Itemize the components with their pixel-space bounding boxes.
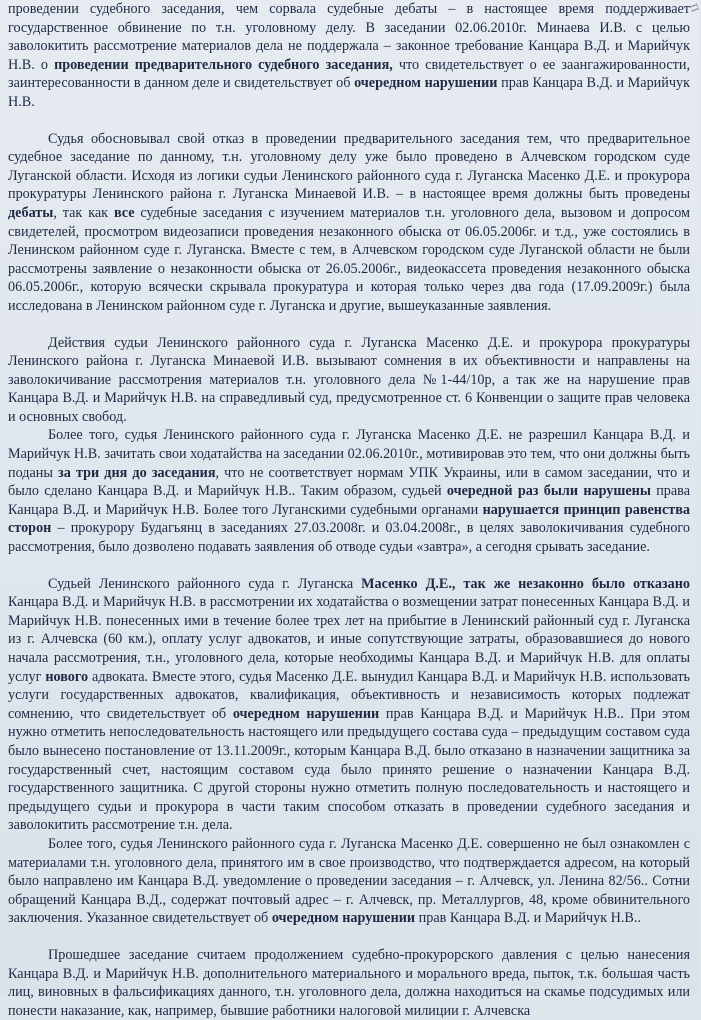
p5-bold-f: очередном нарушении (232, 705, 380, 722)
p1-bold-b: проведении предварительного судебного заседания, (54, 56, 393, 73)
corner-mark: П (687, 2, 701, 14)
p1-text-e: прав Канцара В.Д. и Марийчук Н.В. (8, 75, 690, 110)
p5-text-c: Канцара В.Д. и Марийчук Н.В. в рассмотрении их ходатайства о возмещении затрат понесенных Канцара В.Д. и Марийчук Н.В. понесенных ими в течение более трех лет на прибытие в Ленинский районный суд г. Луганска из г. Алчевска (60 км.), оплату услуг адвокатов, и иные сопутствующие затраты, образовавшиеся до нового начала рассмотрения, т.н., уголовного дела, которые необходимы Канцара В.Д. и Марийчук Н.В. для оплаты услуг (8, 594, 690, 685)
paragraph-7: Прошедшее заседание считаем продолжением судебно-прокурорского давления с целью нанесения Канцара В.Д. и Марийчук Н.В. дополнительного материального и морального вреда, пыток, т.к. большая часть лиц, виновных в фальсификациях данного, т.н. уголовного дела, должна находиться на скамье подсудимых или понести наказание, как, например, бывшие работники налоговой милиции г. Алчевска (8, 946, 690, 1019)
paragraph-3: Действия судьи Ленинского районного суда г. Луганска Масенко Д.Е. и прокурора прокуратуры Ленинского района г. Луганска Минаевой И.В. вызывают сомнения в их объективности и направлены на заволокичивание рассмотрения материалов т.н. уголовного дела №1-44/10р, а так же на нарушение прав Канцара В.Д. и Марийчук Н.В. на справедливый суд, предусмотренное ст. 6 Конвенции о защите прав человека и основных свобод. (8, 334, 690, 425)
p4-text-g: – прокурору Будагьянц в заседаниях 27.03.2008г. и 03.04.2008г., в целях заволокичивания судебного рассмотрения, было дозволено подавать заявления об отводе судьи «завтра», а сегодня срывать заседание. (8, 520, 690, 556)
p1-text-c: что свидетельствует о ее заангажированности, заинтересованности в данном деле и свидетельствует об (8, 56, 690, 92)
p2-bold-d: все (113, 204, 135, 221)
paragraph-1 (8, 0, 690, 112)
p5-text-g: прав Канцара В.Д. и Марийчук Н.В.. При этом нужно отметить непоследовательность настоящего или предыдущего состава суда – предыдущим составом суда было вынесено постановление от 13.11.2009г., которым Канцара В.Д. было отказано в назначении защитника за государственный счет, настоящим составом суда было принято решение о назначении Канцара В.Д. государственного защитника. С другой стороны нужно отметить полную последовательность и настоящего и предыдущего судьи и прокурора в части таким способом отказать в проведении судебного заседания и заволокитить рассмотрение т.н. дела. (8, 705, 691, 834)
p6-bold-b: очередном нарушении (271, 910, 416, 927)
p4-text-e: права Канцара В.Д. и Марийчук Н.В. Более того Луганскими судебными органами (8, 483, 690, 518)
p1-text-a: проведении судебного заседания, чем сорвала судебные дебаты – в настоящее время поддерживает государственное обвинение по т.н. уголовному делу. В заседании 02.06.2010г. Минаева И.В. с целью заволокитить рассмотрение материалов дела не поддержала – законное требование Канцара В.Д. и Марийчук Н.В. о (8, 1, 690, 73)
paragraph-2 (8, 130, 690, 316)
p4-text-a: Более того, судья Ленинского районного суда г. Луганска Масенко Д.Е. не разрешил Канцара В.Д. и Марийчук Н.В. зачитать свои ходатайства на заседании 02.06.2010г., мотивировав это тем, что они должны быть поданы (8, 427, 690, 481)
p5-bold-b: Масенко Д.Е., так же незаконно было отказано (361, 575, 690, 592)
p5-bold-d: нового (45, 668, 89, 685)
p2-text-e: судебные заседания с изучением материалов т.н. уголовного дела, вызовом и допросом свидетелей, просмотром видеозаписи проведения незаконного обыска от 06.05.2006г. и т.д., уже состоялись в Ленинском районном суде г. Луганска. Вместе с тем, в Алчевском городском суде Луганской области не были рассмотрены заявление о незаконности обыска от 26.05.2006г., видеокассета проведения незаконного обыска 06.05.2006г., которую всячески скрывала прокуратура и которая только через два года (17.09.2009г.) была исследована в Ленинском районном суде г. Луганска и другие, вышеуказанные заявления. (8, 204, 690, 314)
p2-text-a: Судья обосновывал свой отказ в проведении предварительного заседания тем, что предварительное судебное заседание по данному, т.н. уголовному делу уже было проведено в Алчевском городском суде Луганской области. Исходя из логики судьи Ленинского районного суда г. Луганска Масенко Д.Е. и прокурора прокуратуры Ленинского района г. Луганска Минаевой И.В. – в настоящее время должны быть проведены (8, 130, 690, 203)
p6-text-a: Более того, судья Ленинского районного суда г. Луганска Масенко Д.Е. совершенно не был ознакомлен с материалами т.н. уголовного дела, принятого им в свое производство, что подтверждается адресом, на который было направлено им Канцара В.Д. уведомление о проведении заседания – г. Алчевск, ул. Ленина 82/56.. Сотни обращений Канцара В.Д., содержат почтовый адрес – г. Алчевск, пр. Металлургов, 48, кроме обвинительного заключения. Указанное свидетельствует об (8, 835, 690, 927)
p2-text-c: , так как (53, 204, 114, 221)
paragraph-6 (8, 835, 690, 928)
p2-bold-b: дебаты (8, 204, 54, 221)
paragraph-5 (8, 575, 690, 835)
p6-text-c: прав Канцара В.Д. и Марийчук Н.В.. (415, 910, 641, 927)
p5-text-a: Судьей Ленинского районного суда г. Луганска (48, 575, 362, 592)
p1-bold-d: очередном нарушении (354, 75, 498, 92)
p4-bold-b: за три дня до заседания (58, 464, 216, 481)
p4-bold-d: очередной раз были нарушены (446, 483, 651, 500)
p5-text-e: адвоката. Вместе этого, судья Масенко Д.Е. вынудил Канцара В.Д. и Марийчук Н.В. использовать услуги государственных адвокатов, квалификация, объективность и независимость которых подлежат сомнению, что свидетельствует об (8, 668, 690, 722)
document-body (8, 0, 690, 1020)
p4-bold-f: нарушается принцип равенства сторон (8, 501, 690, 537)
paragraph-4 (8, 426, 690, 556)
p4-text-c: , что не соответствует нормам УПК Украины, или в самом заседании, что и было сделано Канцара В.Д. и Марийчук Н.В.. Таким образом, судьей (8, 464, 690, 500)
